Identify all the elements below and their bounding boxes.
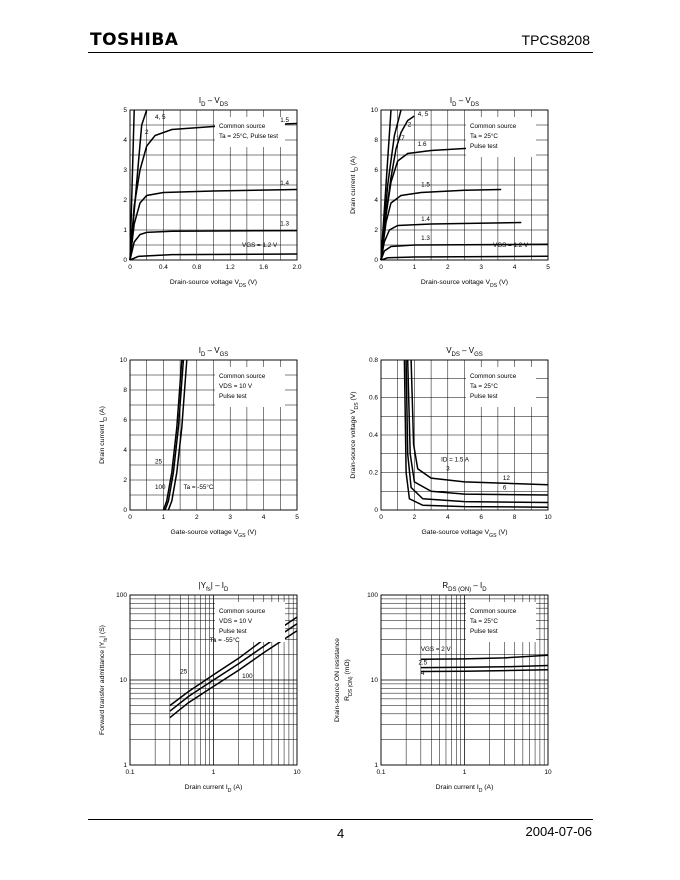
annotation-text: Pulse test xyxy=(470,143,498,150)
annotation-text: Pulse test xyxy=(219,393,247,400)
y-tick-label: 0 xyxy=(374,507,378,515)
y-tick-label: 0.8 xyxy=(368,357,378,365)
y-tick-label: 4 xyxy=(123,447,127,455)
x-tick-label: 1 xyxy=(412,264,417,271)
y-tick-label: 0 xyxy=(374,257,378,265)
curve-label: 1.4 xyxy=(421,216,430,223)
x-tick-label: 1 xyxy=(462,769,467,776)
y-tick-label: 6 xyxy=(374,167,378,175)
x-tick-label: 2 xyxy=(412,514,417,521)
curve-label: Ta = -55°C xyxy=(183,484,214,491)
curve-label: 4, 5 xyxy=(417,111,429,118)
x-tick-label: 0.1 xyxy=(376,769,386,776)
annotation-text: VDS = 10 V xyxy=(219,383,253,390)
annotation-text: Ta = 25°C, Pulse test xyxy=(219,133,279,140)
annotation-text: Ta = 25°C xyxy=(470,618,498,625)
x-tick-label: 1 xyxy=(161,514,166,521)
y-tick-label: 10 xyxy=(370,107,378,115)
y-tick-label: 1 xyxy=(123,762,127,770)
x-tick-label: 10 xyxy=(544,514,552,521)
y-tick-label: 10 xyxy=(119,357,127,365)
chart-title: $I_D - V_{GS}$ xyxy=(198,346,229,358)
annotation-text: Common source xyxy=(470,608,517,615)
curve-label: 2 xyxy=(145,129,149,136)
y-axis-label: Drain-source ON resistance xyxy=(334,638,341,722)
chart-2 xyxy=(350,96,550,289)
x-tick-label: 0.8 xyxy=(192,264,202,271)
x-tick-label: 5 xyxy=(295,514,299,521)
y-tick-label: 8 xyxy=(374,137,378,145)
y-tick-label: 100 xyxy=(367,592,378,600)
curve-label: 4, 5 xyxy=(155,114,166,121)
x-tick-label: 2 xyxy=(445,264,450,271)
y-tick-label: 10 xyxy=(370,677,378,685)
x-axis-label: Gate-source voltage $V_{GS}$ (V) xyxy=(170,529,257,539)
chart-3 xyxy=(99,346,299,539)
y-axis-label: Drain current $I_D$ (A) xyxy=(350,156,360,214)
curve-label: 1.5 xyxy=(421,181,430,189)
chart-4 xyxy=(350,346,552,539)
y-axis-label: Drain-source voltage $V_{DS}$ (V) xyxy=(350,391,360,479)
curve-label: 2.5 xyxy=(418,659,428,667)
curve-label: 1.4 xyxy=(280,180,290,187)
annotation-text: Pulse test xyxy=(470,393,498,400)
chart-title: $V_{DS} - V_{GS}$ xyxy=(446,346,483,358)
curve-label: 25 xyxy=(155,458,163,466)
annotation-text: Common source xyxy=(470,123,517,130)
annotation-text: Pulse test xyxy=(219,628,247,635)
curve-label: 2 xyxy=(407,121,412,129)
page-number: 4 xyxy=(337,826,345,841)
x-tick-label: 1 xyxy=(211,769,216,776)
y-tick-label: 0.2 xyxy=(368,469,378,477)
x-tick-label: 1.6 xyxy=(259,264,269,271)
x-tick-label: 5 xyxy=(546,264,550,271)
chart-title: $I_D - V_{DS}$ xyxy=(198,96,229,108)
annotation-box xyxy=(215,117,285,147)
annotation-text: Pulse test xyxy=(470,628,498,635)
x-axis-label: Drain current $I_D$ (A) xyxy=(184,784,243,794)
part-number: TPCS8208 xyxy=(521,32,590,48)
y-tick-label: 2 xyxy=(123,477,127,485)
annotation-text: Ta = 25°C xyxy=(470,133,498,140)
x-tick-label: 10 xyxy=(293,769,301,776)
curve-label: 1.7 xyxy=(396,135,405,142)
publication-date: 2004-07-06 xyxy=(525,824,592,839)
y-axis-label: Drain current $I_D$ (A) xyxy=(99,406,109,464)
curve-label: 6 xyxy=(502,484,507,492)
chart-6 xyxy=(334,581,552,794)
x-tick-label: 0.1 xyxy=(125,769,135,776)
annotation-text: Ta = 25°C xyxy=(470,383,498,390)
x-tick-label: 0 xyxy=(379,264,383,271)
series-line-3 xyxy=(421,670,548,672)
y-tick-label: 4 xyxy=(374,197,378,205)
x-tick-label: 1.2 xyxy=(225,264,235,271)
y-tick-label: 0.4 xyxy=(368,432,378,440)
curve-label: VGS = 1.2 V xyxy=(493,242,529,249)
y-tick-label: 0 xyxy=(123,257,127,265)
x-tick-label: 8 xyxy=(512,514,517,521)
y-tick-label: 5 xyxy=(123,107,127,115)
x-tick-label: 2 xyxy=(194,514,199,521)
y-tick-label: 100 xyxy=(116,592,127,600)
x-tick-label: 2.0 xyxy=(292,264,302,271)
y-tick-label: 8 xyxy=(123,387,127,395)
chart-5 xyxy=(99,581,301,794)
y-axis-label-symbol: $R_{DS (ON)}$ (mΩ) xyxy=(344,659,354,701)
chart-title: $I_D - V_{DS}$ xyxy=(449,96,480,108)
y-tick-label: 0 xyxy=(123,507,127,515)
chart-title: $|Y_{fs}| - I_D$ xyxy=(198,581,229,593)
annotation-text: Common source xyxy=(219,123,266,130)
x-tick-label: 4 xyxy=(261,514,266,521)
y-tick-label: 0.6 xyxy=(368,394,378,402)
curve-label: Ta = -55°C xyxy=(209,636,240,644)
footer-rule xyxy=(88,819,593,820)
y-tick-label: 1 xyxy=(123,227,127,235)
curve-label: 100 xyxy=(155,484,166,491)
series-line-1 xyxy=(421,655,548,659)
y-tick-label: 2 xyxy=(374,227,378,235)
chart-1 xyxy=(123,96,302,289)
y-tick-label: 2 xyxy=(123,197,127,205)
curve-label: 3 xyxy=(446,465,450,473)
x-tick-label: 4 xyxy=(512,264,517,271)
y-tick-label: 10 xyxy=(119,677,127,685)
y-axis-label: Forward transfer admittance $|Y_{fs}|$ (S) xyxy=(99,625,109,735)
x-tick-label: 0.4 xyxy=(158,264,168,271)
x-axis-label: Drain-source voltage $V_{DS}$ (V) xyxy=(420,279,509,289)
curve-label: VGS = 1.2 V xyxy=(242,242,278,249)
y-tick-label: 1 xyxy=(374,762,378,770)
curve-label: 1.3 xyxy=(421,234,430,242)
curve-label: 100 xyxy=(242,673,253,681)
curve-label: 1.5 xyxy=(280,117,290,124)
annotation-text: Common source xyxy=(219,608,266,615)
curve-label: 4 xyxy=(420,670,425,678)
curve-label: 12 xyxy=(502,475,510,482)
y-tick-label: 4 xyxy=(123,137,127,145)
x-axis-label: Gate-source voltage $V_{GS}$ (V) xyxy=(421,529,508,539)
x-axis-label: Drain current $I_D$ (A) xyxy=(435,784,494,794)
x-tick-label: 3 xyxy=(228,514,233,521)
y-tick-label: 3 xyxy=(123,167,127,175)
annotation-text: Common source xyxy=(219,373,266,380)
x-tick-label: 0 xyxy=(128,264,132,271)
curve-label: 1.6 xyxy=(417,141,427,148)
x-tick-label: 3 xyxy=(479,264,484,271)
series-line-2 xyxy=(421,666,548,668)
y-tick-label: 6 xyxy=(123,417,127,425)
curve-label: 25 xyxy=(180,668,188,676)
x-tick-label: 6 xyxy=(479,514,484,521)
x-tick-label: 0 xyxy=(128,514,132,521)
chart-title: $R_{DS (ON)} - I_D$ xyxy=(442,581,487,593)
curve-label: ID = 1.5 A xyxy=(441,456,469,464)
brand-logo: TOSHIBA xyxy=(90,30,179,50)
curve-label: VGS = 2 V xyxy=(420,645,451,653)
annotation-text: Common source xyxy=(470,373,517,380)
x-tick-label: 10 xyxy=(544,769,552,776)
annotation-text: VDS = 10 V xyxy=(219,618,253,625)
x-tick-label: 0 xyxy=(379,514,383,521)
x-axis-label: Drain-source voltage $V_{DS}$ (V) xyxy=(169,279,258,289)
x-tick-label: 4 xyxy=(445,514,450,521)
curve-label: 1.3 xyxy=(280,220,290,228)
